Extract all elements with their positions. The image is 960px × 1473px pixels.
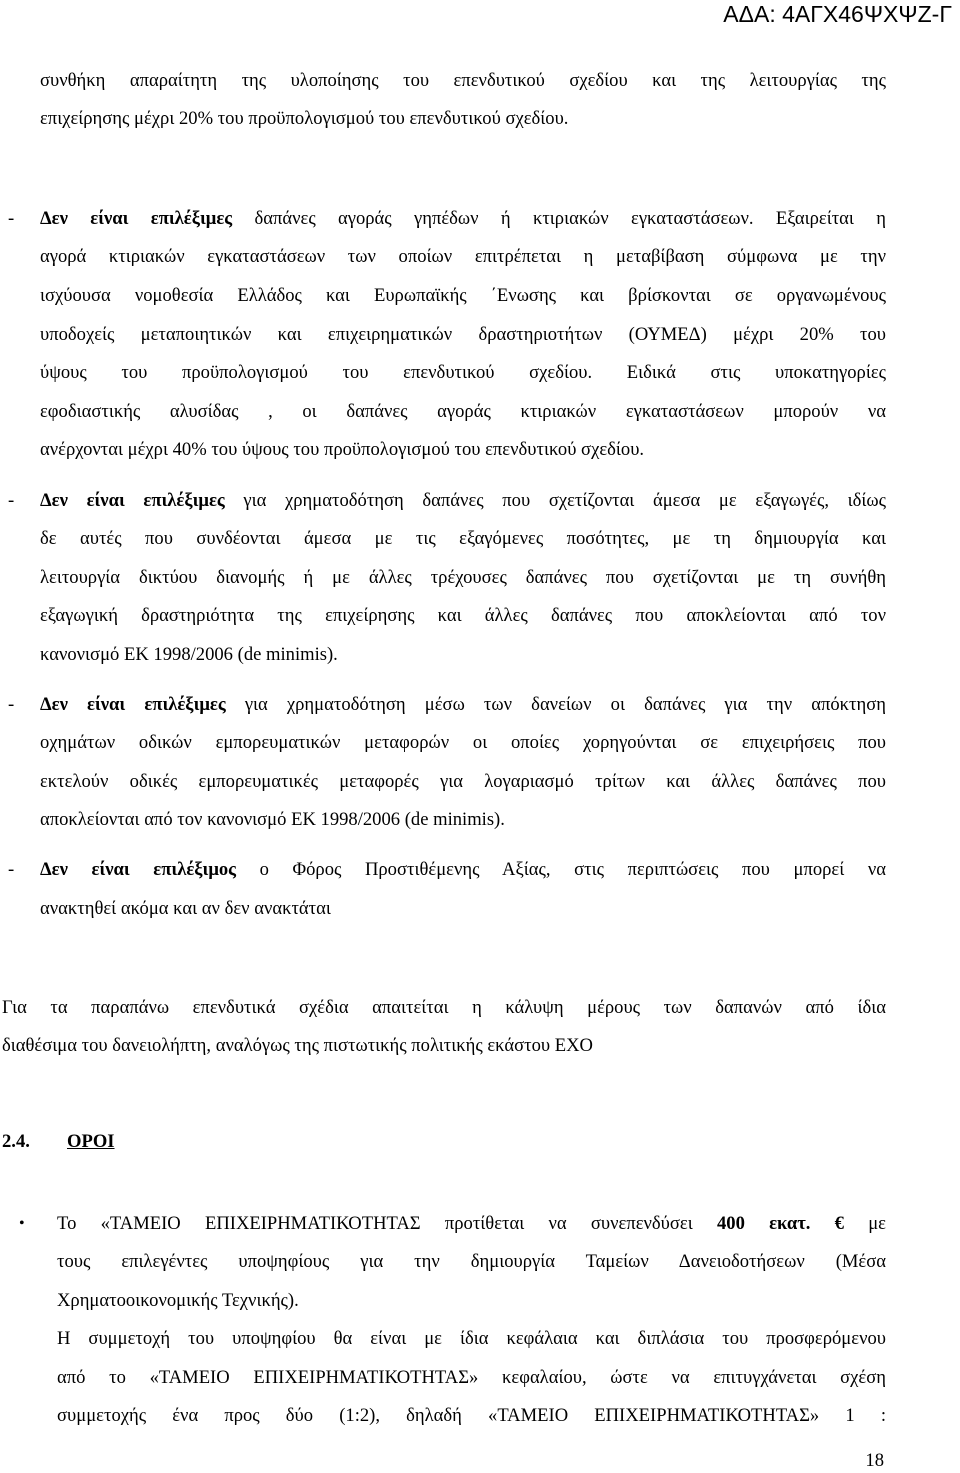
intro-line: επιχείρησης μέχρι 20% του προϋπολογισμού του επενδυτικού σχεδίου.: [40, 108, 569, 129]
list-item-line: ανακτηθεί ακόμα και αν δεν ανακτάται: [40, 898, 331, 919]
list-item-line: Δεν είναι επιλέξιμες για χρηματοδότηση μέσω των δανείων οι δαπάνες για την απόκτηση: [40, 694, 886, 715]
emphasis-not-eligible: Δεν είναι επιλέξιμες: [40, 694, 226, 715]
bullet-line: συμμετοχής ένα προς δύο (1:2), δηλαδή «ΤΑΜΕΙΟ ΕΠΙΧΕΙΡΗΜΑΤΙΚΟΤΗΤΑΣ» 1 :: [57, 1405, 886, 1426]
list-item-line: Δεν είναι επιλέξιμες για χρηματοδότηση δαπάνες που σχετίζονται άμεσα με εξαγωγές, ιδίως: [40, 490, 887, 511]
page-number: 18: [865, 1450, 884, 1471]
list-dash: -: [8, 490, 15, 511]
list-item-line: εκτελούν οδικές εμπορευματικές μεταφορές για λογαριασμό τρίτων και άλλες δαπάνες που: [40, 771, 886, 792]
list-item-line: Δεν είναι επιλέξιμες δαπάνες αγοράς γηπέδων ή κτιριακών εγκαταστάσεων. Εξαιρείται η: [40, 208, 886, 229]
paragraph-line: διαθέσιμα του δανειολήπτη, αναλόγως της πιστωτικής πολιτικής εκάστου ΕΧΟ: [2, 1035, 593, 1056]
bullet-line: Χρηματοοικονομικής Τεχνικής).: [57, 1290, 299, 1311]
list-item-line: αποκλείονται από τον κανονισμό ΕΚ 1998/2006 (de minimis).: [40, 809, 505, 830]
list-item-line: υποδοχείς μεταποιητικών και επιχειρηματικών δραστηριοτήτων (ΟΥΜΕΔ) μέχρι 20% του: [40, 324, 886, 345]
emphasis-not-eligible: Δεν είναι επιλέξιμες: [40, 208, 233, 229]
list-item-line: λειτουργία δικτύου διανομής ή με άλλες τρέχουσες δαπάνες που σχετίζονται με τη συνήθη: [40, 567, 886, 588]
list-item-line: ισχύουσα νομοθεσία Ελλάδος και Ευρωπαϊκής ΄Ενωσης και βρίσκονται σε οργανωμένους: [40, 285, 886, 306]
list-item-line: κανονισμό ΕΚ 1998/2006 (de minimis).: [40, 644, 338, 665]
list-item-line: Δεν είναι επιλέξιμος ο Φόρος Προστιθέμενης Αξίας, στις περιπτώσεις που μπορεί να: [40, 859, 887, 880]
bullet-line: από το «ΤΑΜΕΙΟ ΕΠΙΧΕΙΡΗΜΑΤΙΚΟΤΗΤΑΣ» κεφαλαίου, ώστε να επιτυγχάνεται σχέση: [57, 1367, 886, 1388]
list-dash: -: [8, 208, 15, 229]
list-item-line: ύψους του προϋπολογισμού του επενδυτικού σχεδίου. Ειδικά στις υποκατηγορίες: [40, 362, 886, 383]
list-item-line: αγορά κτιριακών εγκαταστάσεων των οποίων επιτρέπεται η μεταβίβαση σύμφωνα με την: [40, 246, 886, 267]
paragraph-line: Για τα παραπάνω επενδυτικά σχέδια απαιτείται η κάλυψη μέρους των δαπανών από ίδια: [2, 997, 886, 1018]
list-dash: -: [8, 694, 15, 715]
list-item-line: οχημάτων οδικών εμπορευματικών μεταφορών οι οποίες χορηγούνται σε επιχειρήσεις που: [40, 732, 886, 753]
bullet-line: Η συμμετοχή του υποψηφίου θα είναι με ίδια κεφάλαια και διπλάσια του προσφερόμενου: [57, 1328, 886, 1349]
list-dash: -: [8, 859, 15, 880]
bullet-line: Το «ΤΑΜΕΙΟ ΕΠΙΧΕΙΡΗΜΑΤΙΚΟΤΗΤΑΣ προτίθεται να συνεπενδύσει 400 εκατ. € με: [57, 1213, 886, 1234]
list-item-line: δε αυτές που συνδέονται άμεσα με τις εξαγόμενες ποσότητες, με τη δημιουργία και: [40, 528, 886, 549]
emphasis-not-eligible: Δεν είναι επιλέξιμες: [40, 490, 225, 511]
section-number: 2.4.: [2, 1131, 30, 1152]
bullet-line: τους επιλεγέντες υποψηφίους για την δημιουργία Ταμείων Δανειοδοτήσεων (Μέσα: [57, 1251, 886, 1272]
list-item-line: εξαγωγική δραστηριότητα της επιχείρησης και άλλες δαπάνες που αποκλείονται από τον: [40, 605, 886, 626]
bullet-mark: •: [19, 1215, 25, 1232]
section-title: ΟΡΟΙ: [67, 1131, 115, 1152]
emphasis-amount: 400 εκατ. €: [716, 1213, 844, 1234]
emphasis-not-eligible: Δεν είναι επιλέξιμος: [40, 859, 237, 880]
document-ada-code: ΑΔΑ: 4ΑΓΧ46ΨΧΨΖ-Γ: [723, 1, 952, 27]
intro-line: συνθήκη απαραίτητη της υλοποίησης του επενδυτικού σχεδίου και της λειτουργίας της: [40, 70, 886, 91]
list-item-line: ανέρχονται μέχρι 40% του ύψους του προϋπολογισμού του επενδυτικού σχεδίου.: [40, 439, 645, 460]
list-item-line: εφοδιαστικής αλυσίδας , οι δαπάνες αγοράς κτιριακών εγκαταστάσεων μπορούν να: [40, 401, 886, 422]
